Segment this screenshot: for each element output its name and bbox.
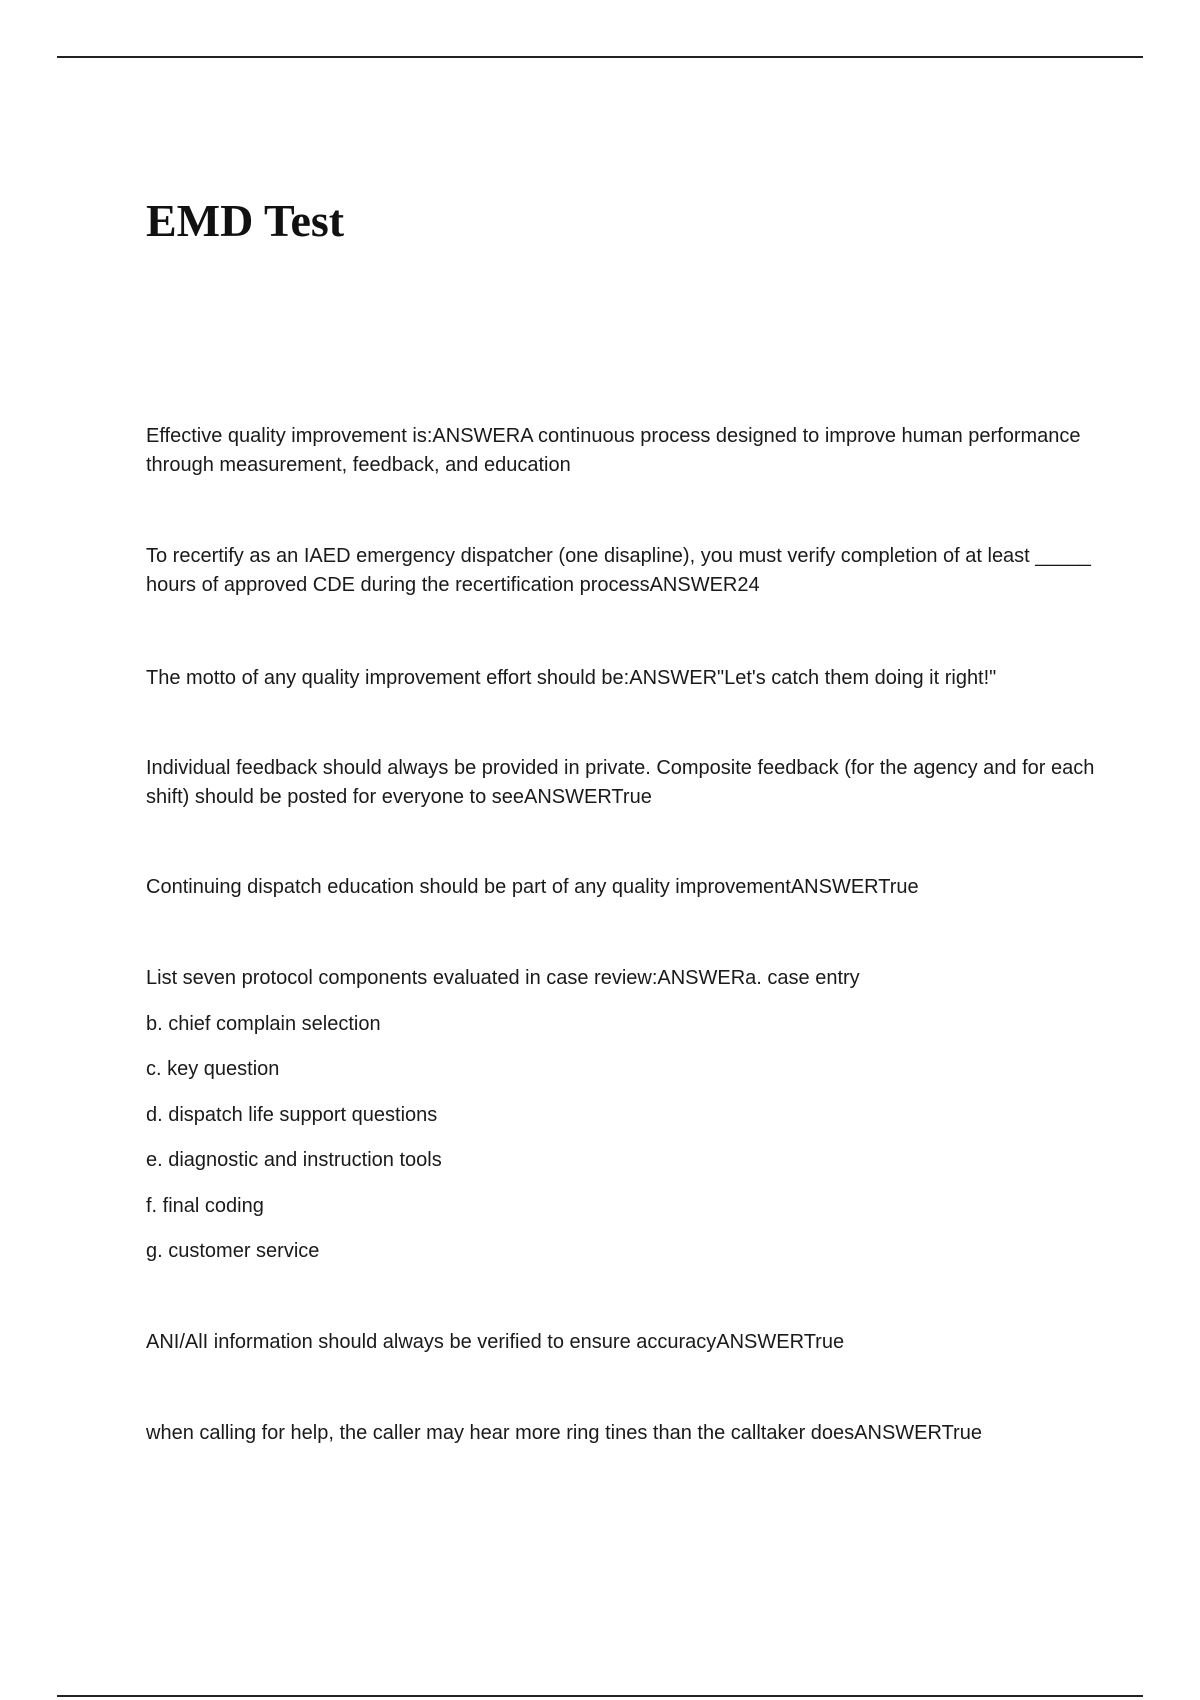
qa-item-8: when calling for help, the caller may hear more ring tines than the calltaker doesANSWERTrue — [146, 1422, 982, 1444]
qa-item-3: The motto of any quality improvement effort should be:ANSWER"Let's catch them doing it right!" — [146, 667, 997, 689]
qa-item-5: Continuing dispatch education should be part of any quality improvementANSWERTrue — [146, 876, 919, 898]
list-item: f. final coding — [146, 1195, 264, 1217]
list-item: g. customer service — [146, 1240, 320, 1262]
list-item: d. dispatch life support questions — [146, 1104, 438, 1126]
qa-item-4: Individual feedback should always be provided in private. Composite feedback (for the agency and for each shift) should be posted for everyone to seeANSWERTrue — [146, 757, 1095, 808]
qa-item-2: To recertify as an IAED emergency dispatcher (one disapline), you must verify completion of at least _____ hours of approved CDE during the recertification processANSWER24 — [146, 545, 1091, 596]
qa-item-6: List seven protocol components evaluated in case review:ANSWERa. case entry — [146, 967, 860, 989]
list-item: c. key question — [146, 1058, 280, 1080]
list-item: e. diagnostic and instruction tools — [146, 1149, 442, 1171]
bottom-rule — [57, 1695, 1143, 1697]
list-item: b. chief complain selection — [146, 1013, 381, 1035]
top-rule — [57, 56, 1143, 58]
qa-item-7: ANI/AlI information should always be verified to ensure accuracyANSWERTrue — [146, 1331, 845, 1353]
qa-item-1: Effective quality improvement is:ANSWERA continuous process designed to improve human performance through measurement, feedback, and education — [146, 425, 1081, 476]
document-title: EMD Test — [146, 195, 345, 246]
